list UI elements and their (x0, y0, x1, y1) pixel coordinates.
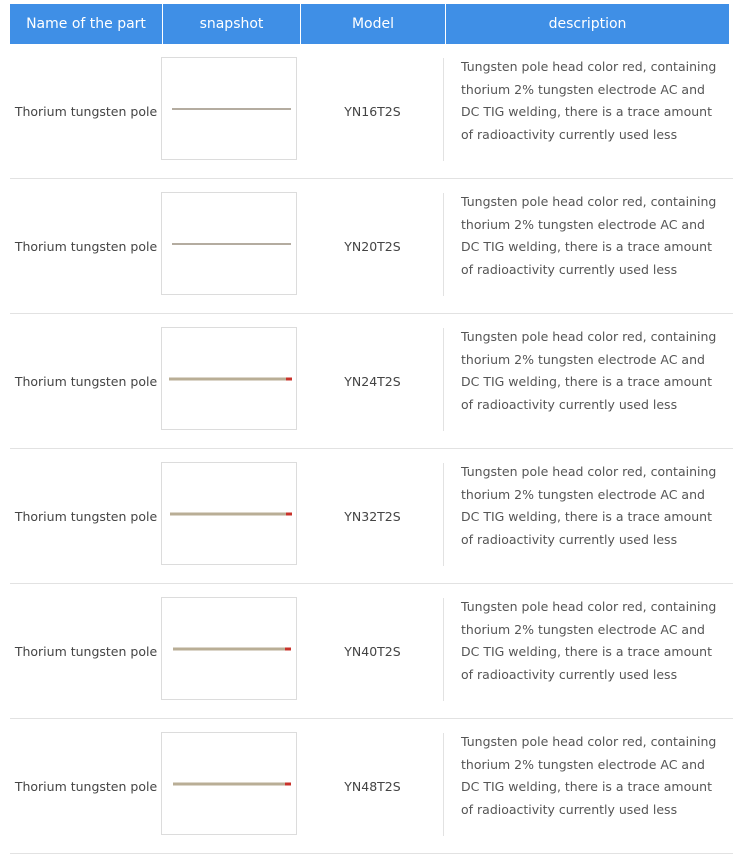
description-text: Tungsten pole head color red, containing thorium 2% tungsten electrode AC and DC TIG welding, there is a trace amount of radioactivity currently used less (461, 734, 717, 817)
red-tip (286, 512, 292, 515)
column-divider (443, 58, 444, 161)
header-snapshot: snapshot (162, 4, 300, 44)
snapshot-image (161, 57, 297, 160)
tungsten-rod-image (173, 782, 291, 785)
model-number: YN20T2S (344, 238, 401, 254)
column-divider (443, 328, 444, 431)
red-tip (285, 782, 291, 785)
description-text: Tungsten pole head color red, containing thorium 2% tungsten electrode AC and DC TIG welding, there is a trace amount of radioactivity currently used less (461, 599, 717, 682)
tungsten-rod-image (170, 512, 292, 515)
model-number: YN32T2S (344, 508, 401, 524)
part-name: Thorium tungsten pole (14, 373, 158, 389)
header-description: description (445, 4, 729, 44)
tungsten-rod-image (172, 108, 291, 110)
model-number: YN24T2S (344, 373, 401, 389)
table-row (10, 584, 733, 719)
description-text: Tungsten pole head color red, containing thorium 2% tungsten electrode AC and DC TIG welding, there is a trace amount of radioactivity currently used less (461, 59, 717, 142)
part-name: Thorium tungsten pole (14, 643, 158, 659)
tungsten-rod-image (169, 377, 292, 380)
model-number: YN16T2S (344, 103, 401, 119)
tungsten-rod-image (173, 647, 291, 650)
table-row (10, 179, 733, 314)
part-name: Thorium tungsten pole (14, 103, 158, 119)
part-name: Thorium tungsten pole (14, 238, 158, 254)
red-tip (286, 377, 292, 380)
column-divider (443, 193, 444, 296)
table-row (10, 449, 733, 584)
description-text: Tungsten pole head color red, containing thorium 2% tungsten electrode AC and DC TIG welding, there is a trace amount of radioactivity currently used less (461, 329, 717, 412)
table-row (10, 44, 733, 179)
header-name-of-part: Name of the part (10, 4, 162, 44)
red-tip (285, 647, 291, 650)
part-name: Thorium tungsten pole (14, 778, 158, 794)
snapshot-image (161, 192, 297, 295)
column-divider (443, 598, 444, 701)
table-row (10, 314, 733, 449)
snapshot-image (161, 327, 297, 430)
description-text: Tungsten pole head color red, containing thorium 2% tungsten electrode AC and DC TIG welding, there is a trace amount of radioactivity currently used less (461, 464, 717, 547)
snapshot-image (161, 597, 297, 700)
tungsten-rod-image (172, 243, 291, 245)
snapshot-image (161, 732, 297, 835)
model-number: YN48T2S (344, 778, 401, 794)
description-text: Tungsten pole head color red, containing thorium 2% tungsten electrode AC and DC TIG welding, there is a trace amount of radioactivity currently used less (461, 194, 717, 277)
table-row (10, 719, 733, 854)
column-divider (443, 463, 444, 566)
column-divider (443, 733, 444, 836)
table-header (10, 4, 729, 44)
snapshot-image (161, 462, 297, 565)
header-model: Model (300, 4, 445, 44)
table-body (10, 44, 733, 854)
model-number: YN40T2S (344, 643, 401, 659)
part-name: Thorium tungsten pole (14, 508, 158, 524)
